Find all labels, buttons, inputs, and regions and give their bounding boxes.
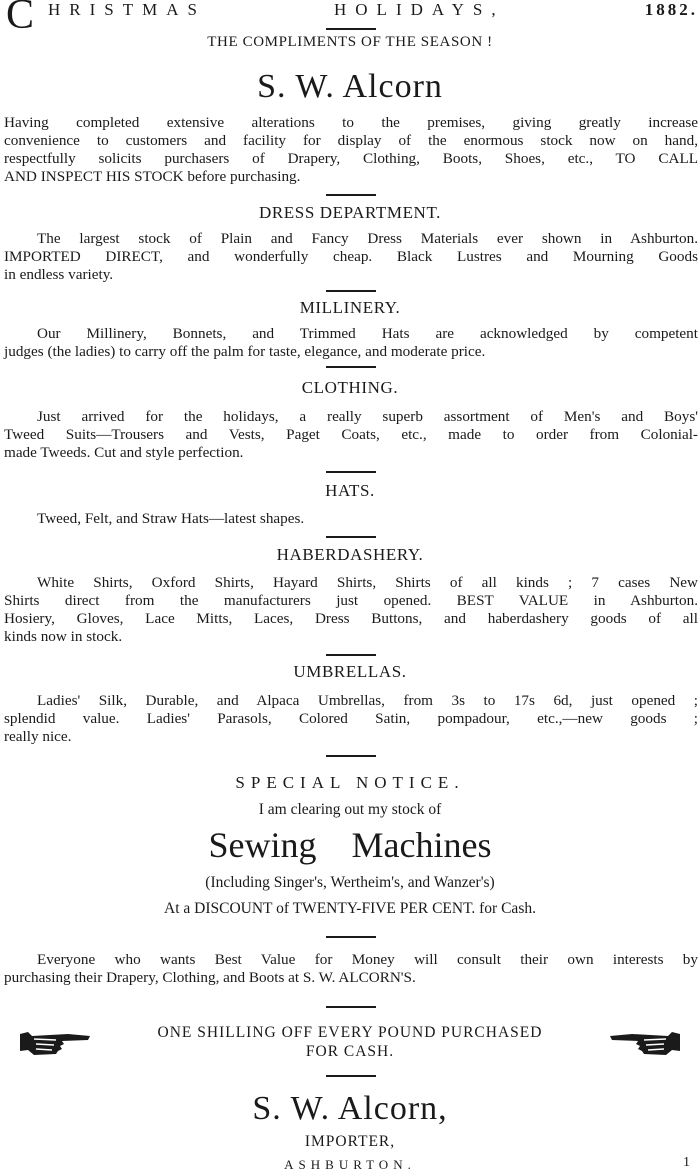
haberdashery-line: Hosiery, Gloves, Lace Mitts, Laces, Dress Buttons, and haberdashery goods of all (4, 610, 698, 627)
millinery-paragraph (4, 325, 698, 361)
intro-line: convenience to customers and facility for display of the enormous stock now on hand, (4, 132, 698, 149)
intro-line: Having completed extensive alterations to the premises, giving greatly increase (4, 114, 698, 131)
haberdashery-line: White Shirts, Oxford Shirts, Hayard Shirts, Shirts of all kinds ; 7 cases New (37, 574, 698, 591)
section-heading-clothing: CLOTHING. (301, 378, 399, 397)
header-year: 1882. (644, 0, 698, 19)
special-notice-heading: SPECIAL NOTICE. (235, 773, 465, 792)
dress-line: IMPORTED DIRECT, and wonderfully cheap. Black Lustres and Mourning Goods (4, 248, 698, 265)
section-heading-hats: HATS. (325, 481, 375, 500)
value-line: purchasing their Drapery, Clothing, and Boots at S. W. ALCORN'S. (4, 969, 416, 986)
shilling-offer-line2: FOR CASH. (305, 1043, 395, 1060)
dress-line: in endless variety. (4, 266, 114, 283)
header-right-word: HOLIDAYS, (334, 0, 505, 19)
clothing-line: Just arrived for the holidays, a really superb assortment of Men's and Boys' (37, 408, 698, 425)
millinery-line: Our Millinery, Bonnets, and Trimmed Hats are acknowledged by competent (37, 325, 698, 342)
section-heading-umbrellas: UMBRELLAS. (293, 662, 407, 681)
clothing-line: made Tweeds. Cut and style perfection. (4, 444, 244, 461)
intro-paragraph (4, 114, 698, 186)
divider (326, 654, 376, 656)
haberdashery-paragraph (4, 574, 698, 646)
clothing-text (4, 382, 698, 400)
footer-role: IMPORTER, (304, 1133, 396, 1150)
clothing-line: Tweed Suits—Trousers and Vests, Paget Coats, etc., made to order from Colonial- (4, 426, 698, 443)
divider (326, 290, 376, 292)
divider (326, 536, 376, 538)
shilling-offer-line1: ONE SHILLING OFF EVERY POUND PURCHASED (157, 1024, 543, 1041)
merchant-name: S. W. Alcorn (257, 68, 443, 105)
umbrellas-line: really nice. (4, 728, 72, 745)
millinery-line: judges (the ladies) to carry off the palm for taste, elegance, and moderate price. (4, 343, 486, 360)
dress-paragraph (4, 230, 698, 284)
divider (326, 28, 376, 30)
divider (326, 1075, 376, 1077)
divider (326, 471, 376, 473)
divider (326, 936, 376, 938)
page-mark: 1 (683, 1155, 690, 1170)
haberdashery-line: kinds now in stock. (4, 628, 123, 645)
hats-paragraph (4, 510, 698, 528)
section-heading-millinery: MILLINERY. (299, 298, 401, 317)
section-heading-haberdashery: HABERDASHERY. (276, 545, 424, 564)
dress-line: The largest stock of Plain and Fancy Dress Materials ever shown in Ashburton. (37, 230, 698, 247)
divider (326, 366, 376, 368)
hats-line: Tweed, Felt, and Straw Hats—latest shapes. (37, 510, 305, 527)
value-paragraph (4, 951, 698, 987)
drop-cap: C (6, 0, 35, 38)
haberdashery-line: Shirts direct from the manufacturers just opened. BEST VALUE in Ashburton. (4, 592, 698, 609)
divider (326, 194, 376, 196)
umbrellas-line: Ladies' Silk, Durable, and Alpaca Umbrellas, from 3s to 17s 6d, just opened ; (37, 692, 698, 709)
divider (326, 755, 376, 757)
brands-line: (Including Singer's, Wertheim's, and Wanzer's) (205, 874, 495, 891)
footer-town: ASHBURTON. (284, 1157, 416, 1172)
umbrellas-line: splendid value. Ladies' Parasols, Colored Satin, pompadour, etc.,—new goods ; (4, 710, 698, 727)
header-left-word: HRISTMAS (48, 0, 206, 19)
footer-merchant-name: S. W. Alcorn, (252, 1090, 448, 1127)
value-line: Everyone who wants Best Value for Money will consult their own interests by (37, 951, 698, 968)
clothing-lines (4, 408, 698, 462)
discount-line: At a DISCOUNT of TWENTY-FIVE PER CENT. for Cash. (164, 900, 536, 917)
section-heading-dress: DRESS DEPARTMENT. (258, 203, 442, 222)
intro-line: AND INSPECT HIS STOCK before purchasing. (4, 168, 301, 185)
divider (326, 1006, 376, 1008)
umbrellas-paragraph (4, 692, 698, 746)
intro-line: respectfully solicits purchasers of Drapery, Clothing, Boots, Shoes, etc., TO CALL (4, 150, 698, 167)
clearing-line: I am clearing out my stock of (258, 801, 442, 818)
compliments-line: THE COMPLIMENTS OF THE SEASON ! (207, 34, 493, 50)
sewing-machines-title: Sewing Machines (208, 825, 492, 865)
